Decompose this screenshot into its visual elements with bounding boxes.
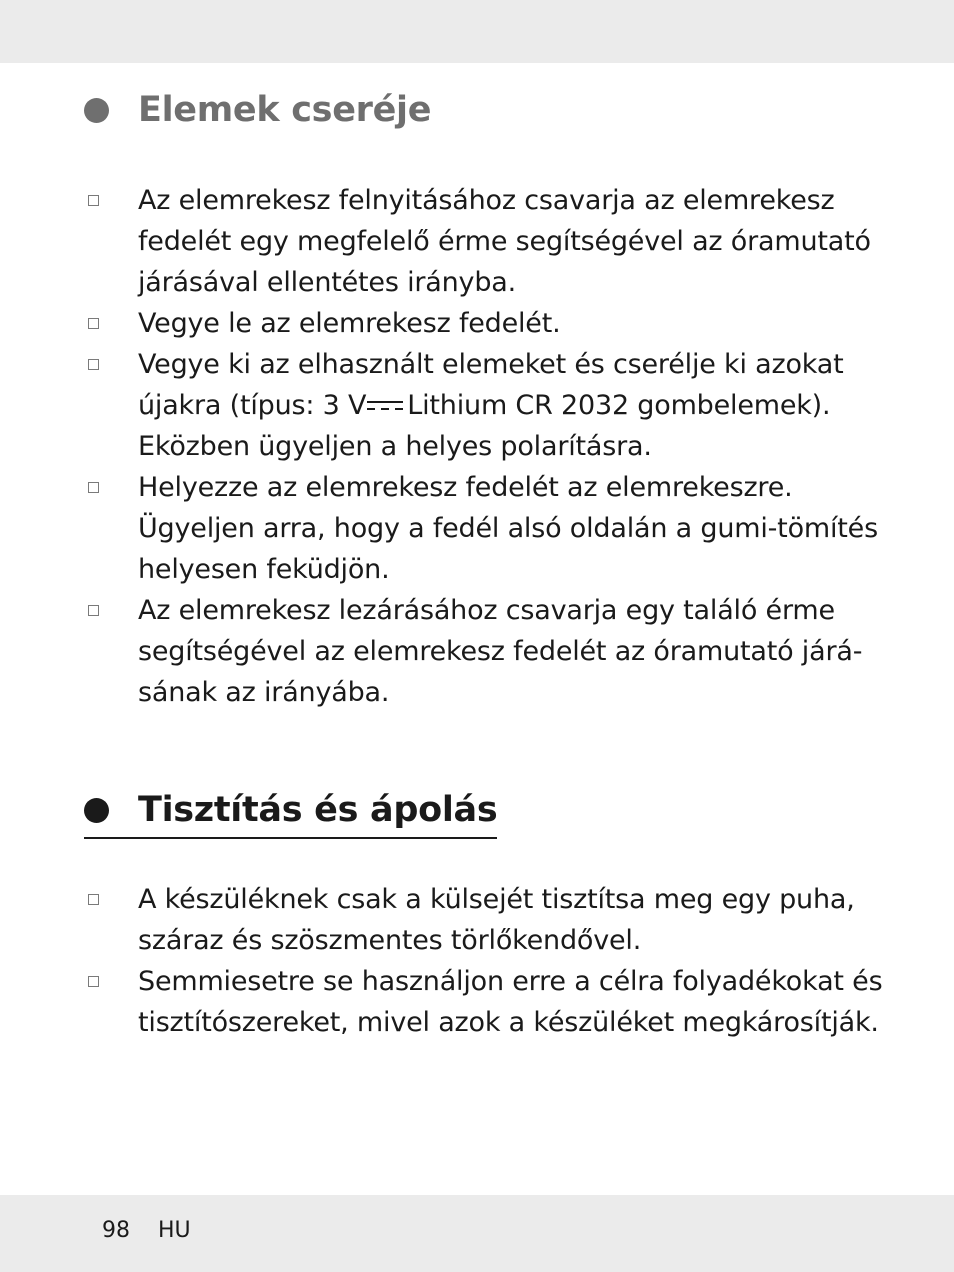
cleaning-steps-list xyxy=(84,879,883,1043)
checkbox-bullet-icon xyxy=(88,894,99,905)
battery-steps-list xyxy=(84,180,878,713)
list-item xyxy=(84,467,878,590)
item-line: száraz és szöszmentes törlőkendővel. xyxy=(138,925,642,956)
item-line: sának az irányába. xyxy=(138,677,390,708)
item-line: Helyezze az elemrekesz fedelét az elemrekeszre. xyxy=(138,472,793,503)
item-line: Vegye le az elemrekesz fedelét. xyxy=(138,308,561,339)
item-line: Az elemrekesz lezárásához csavarja egy találó érme xyxy=(138,595,835,626)
section-heading-battery-replacement xyxy=(84,90,431,130)
list-item xyxy=(84,961,883,1043)
bullet-dot-icon xyxy=(84,798,109,823)
checkbox-bullet-icon xyxy=(88,976,99,987)
item-line: járásával ellentétes irányba. xyxy=(138,267,517,298)
header-band xyxy=(0,0,954,63)
language-code: HU xyxy=(158,1218,191,1243)
list-item xyxy=(84,879,864,961)
section-title: Tisztítás és ápolás xyxy=(138,790,498,830)
item-line: újakra (típus: 3 V xyxy=(138,390,367,421)
bullet-dot-icon xyxy=(84,98,109,123)
item-line: Semmiesetre se használjon erre a célra folyadékokat és xyxy=(138,966,883,997)
checkbox-bullet-icon xyxy=(88,195,99,206)
item-line: Vegye ki az elhasznált elemeket és cserélje ki azokat xyxy=(138,349,844,380)
page-number: 98 xyxy=(102,1218,130,1243)
item-line: tisztítószereket, mivel azok a készüléket megkárosítják. xyxy=(138,1007,879,1038)
section-title: Elemek cseréje xyxy=(138,90,432,130)
section-heading-cleaning-care xyxy=(84,790,497,839)
item-line: Eközben ügyeljen a helyes polarításra. xyxy=(138,431,652,462)
checkbox-bullet-icon xyxy=(88,318,99,329)
item-line: segítségével az elemrekesz fedelét az óramutató járá- xyxy=(138,636,863,667)
item-line: Lithium CR 2032 gombelemek). xyxy=(407,390,831,421)
checkbox-bullet-icon xyxy=(88,359,99,370)
checkbox-bullet-icon xyxy=(88,482,99,493)
item-line: A készüléknek csak a külsejét tisztítsa meg egy puha, xyxy=(138,884,855,915)
list-item xyxy=(84,344,864,467)
footer-band xyxy=(0,1195,954,1272)
checkbox-bullet-icon xyxy=(88,605,99,616)
item-line: Az elemrekesz felnyitásához csavarja az elemrekesz xyxy=(138,185,835,216)
direct-current-icon xyxy=(367,398,403,412)
list-item xyxy=(84,180,871,303)
list-item xyxy=(84,590,864,713)
item-line: helyesen feküdjön. xyxy=(138,554,390,585)
item-line: fedelét egy megfelelő érme segítségével az óramutató xyxy=(138,226,871,257)
item-line: Ügyeljen arra, hogy a fedél alsó oldalán a gumi-tömítés xyxy=(138,513,878,544)
list-item xyxy=(84,303,864,344)
